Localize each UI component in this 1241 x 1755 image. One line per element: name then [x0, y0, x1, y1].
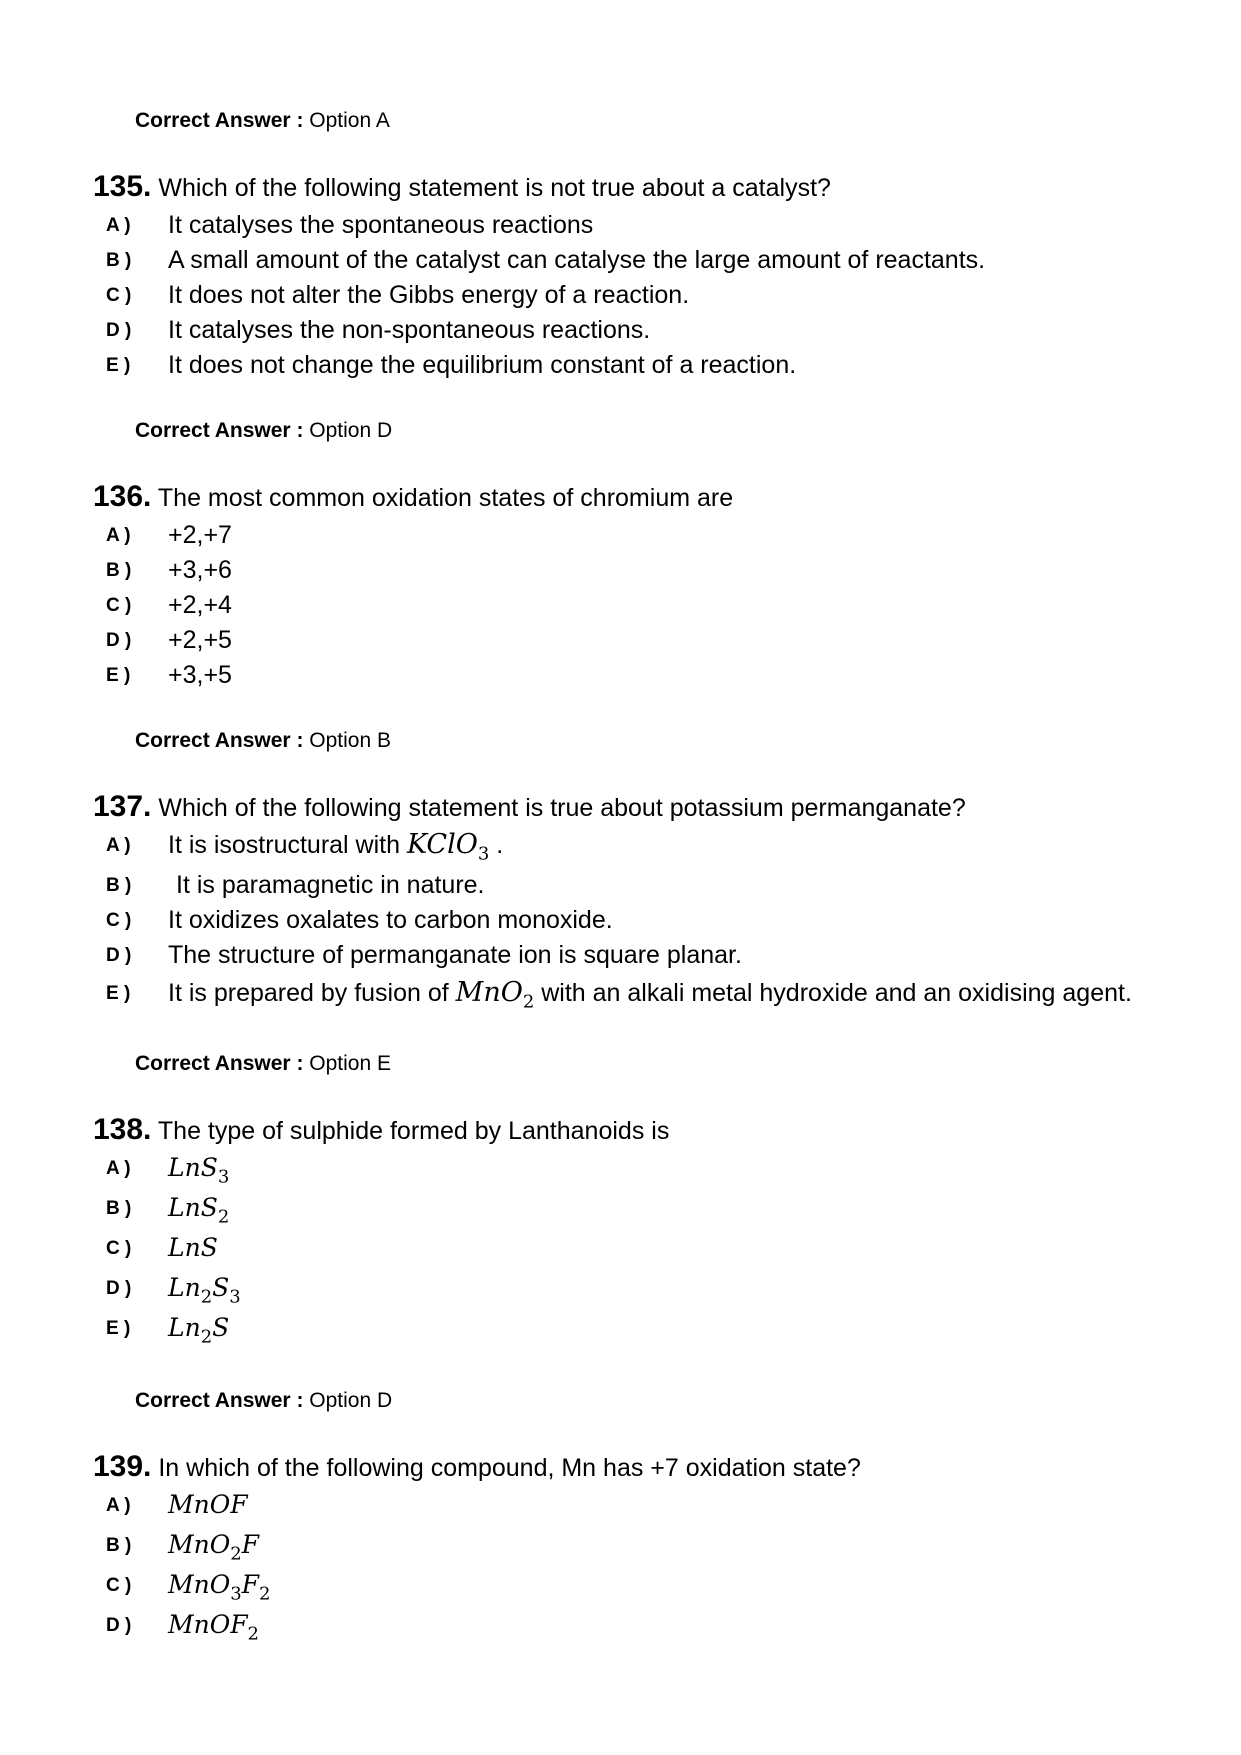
question-135 — [93, 172, 831, 202]
question-136 — [93, 482, 733, 512]
answer-label: Correct Answer : — [135, 729, 304, 752]
option-label: B ) — [106, 250, 132, 271]
option-label: D ) — [106, 945, 132, 966]
correct-answer-134 — [135, 110, 390, 131]
option-text: It oxidizes oxalates to carbon monoxide. — [168, 906, 613, 934]
formula-mno3f2: $MnO_3F_2$ — [168, 1570, 271, 1605]
formula-mno2: MnO$_2$ — [455, 977, 535, 1013]
option-label: A ) — [106, 835, 131, 856]
question-text: In which of the following compound, Mn has +7 oxidation state? — [158, 1454, 861, 1482]
option-label: B ) — [106, 875, 132, 896]
option-label: B ) — [106, 560, 132, 581]
answer-value: Option A — [309, 109, 390, 132]
answer-value: Option B — [309, 729, 391, 752]
question-text: Which of the following statement is not true about a catalyst? — [158, 174, 831, 202]
option-label: A ) — [106, 525, 131, 546]
formula-lns3: LnS$_3$ — [168, 1153, 230, 1188]
question-text: The type of sulphide formed by Lanthanoids is — [157, 1117, 670, 1145]
formula-mno2f: MnO$_2$F — [168, 1530, 260, 1565]
question-137 — [93, 792, 966, 822]
option-label: A ) — [106, 1158, 131, 1179]
answer-value: Option D — [309, 1389, 393, 1412]
question-number: 135. — [93, 170, 152, 203]
answer-label: Correct Answer : — [135, 109, 304, 132]
option-text: A small amount of the catalyst can catalyse the large amount of reactants. — [168, 246, 986, 274]
option-label: D ) — [106, 320, 132, 341]
option-text: It catalyses the spontaneous reactions — [168, 211, 594, 239]
formula-mnof2: MnOF$_2$ — [168, 1610, 259, 1645]
option-label: E ) — [106, 665, 131, 686]
option-label: B ) — [106, 1198, 132, 1219]
question-number: 138. — [93, 1113, 152, 1146]
answer-label: Correct Answer : — [135, 1052, 304, 1075]
question-number: 137. — [93, 790, 152, 823]
question-139 — [93, 1452, 861, 1482]
formula-kclo3: KClO$_3$ — [406, 829, 490, 865]
option-text-after: with an alkali metal hydroxide and an oxidising agent. — [541, 979, 1132, 1007]
question-number: 136. — [93, 480, 152, 513]
option-text-after: . — [496, 831, 504, 859]
option-label: A ) — [106, 215, 131, 236]
option-label: E ) — [106, 1318, 131, 1339]
correct-answer-138 — [135, 1390, 392, 1411]
option-label: E ) — [106, 983, 131, 1004]
option-text: +2,+4 — [168, 591, 232, 619]
option-text: The structure of permanganate ion is square planar. — [168, 941, 742, 969]
option-text: It does not alter the Gibbs energy of a reaction. — [168, 281, 690, 309]
question-138 — [93, 1115, 669, 1145]
option-text: +2,+5 — [168, 626, 232, 654]
question-number: 139. — [93, 1450, 152, 1483]
option-label: E ) — [106, 355, 131, 376]
option-text — [168, 977, 1132, 1013]
option-text-before: It is prepared by fusion of — [168, 979, 449, 1007]
question-text: Which of the following statement is true about potassium permanganate? — [158, 794, 966, 822]
option-label: C ) — [106, 285, 132, 306]
option-label: C ) — [106, 595, 132, 616]
option-label: A ) — [106, 1495, 131, 1516]
option-text: +3,+5 — [168, 661, 232, 689]
correct-answer-137 — [135, 1053, 391, 1074]
formula-ln2s: $Ln_2S$ — [168, 1313, 230, 1348]
option-text: +3,+6 — [168, 556, 232, 584]
answer-label: Correct Answer : — [135, 1389, 304, 1412]
formula-mnof: MnOF — [168, 1490, 248, 1519]
option-label: D ) — [106, 1278, 132, 1299]
option-label: C ) — [106, 910, 132, 931]
option-label: B ) — [106, 1535, 132, 1556]
answer-label: Correct Answer : — [135, 419, 304, 442]
option-label: C ) — [106, 1575, 132, 1596]
option-label: C ) — [106, 1238, 132, 1259]
formula-lns2: LnS$_2$ — [168, 1193, 230, 1228]
correct-answer-135 — [135, 420, 392, 441]
correct-answer-136 — [135, 730, 391, 751]
answer-value: Option D — [309, 419, 393, 442]
answer-value: Option E — [309, 1052, 391, 1075]
option-text-before: It is isostructural with — [168, 831, 401, 859]
formula-ln2s3: $Ln_2S_3$ — [168, 1273, 241, 1308]
option-text: +2,+7 — [168, 521, 232, 549]
formula-lns: LnS — [168, 1233, 218, 1262]
question-text: The most common oxidation states of chromium are — [157, 484, 734, 512]
option-label: D ) — [106, 1615, 132, 1636]
option-text: It catalyses the non-spontaneous reactions. — [168, 316, 651, 344]
option-text: It does not change the equilibrium constant of a reaction. — [168, 351, 797, 379]
option-label: D ) — [106, 630, 132, 651]
option-text: It is paramagnetic in nature. — [176, 871, 485, 899]
option-text — [168, 829, 504, 865]
